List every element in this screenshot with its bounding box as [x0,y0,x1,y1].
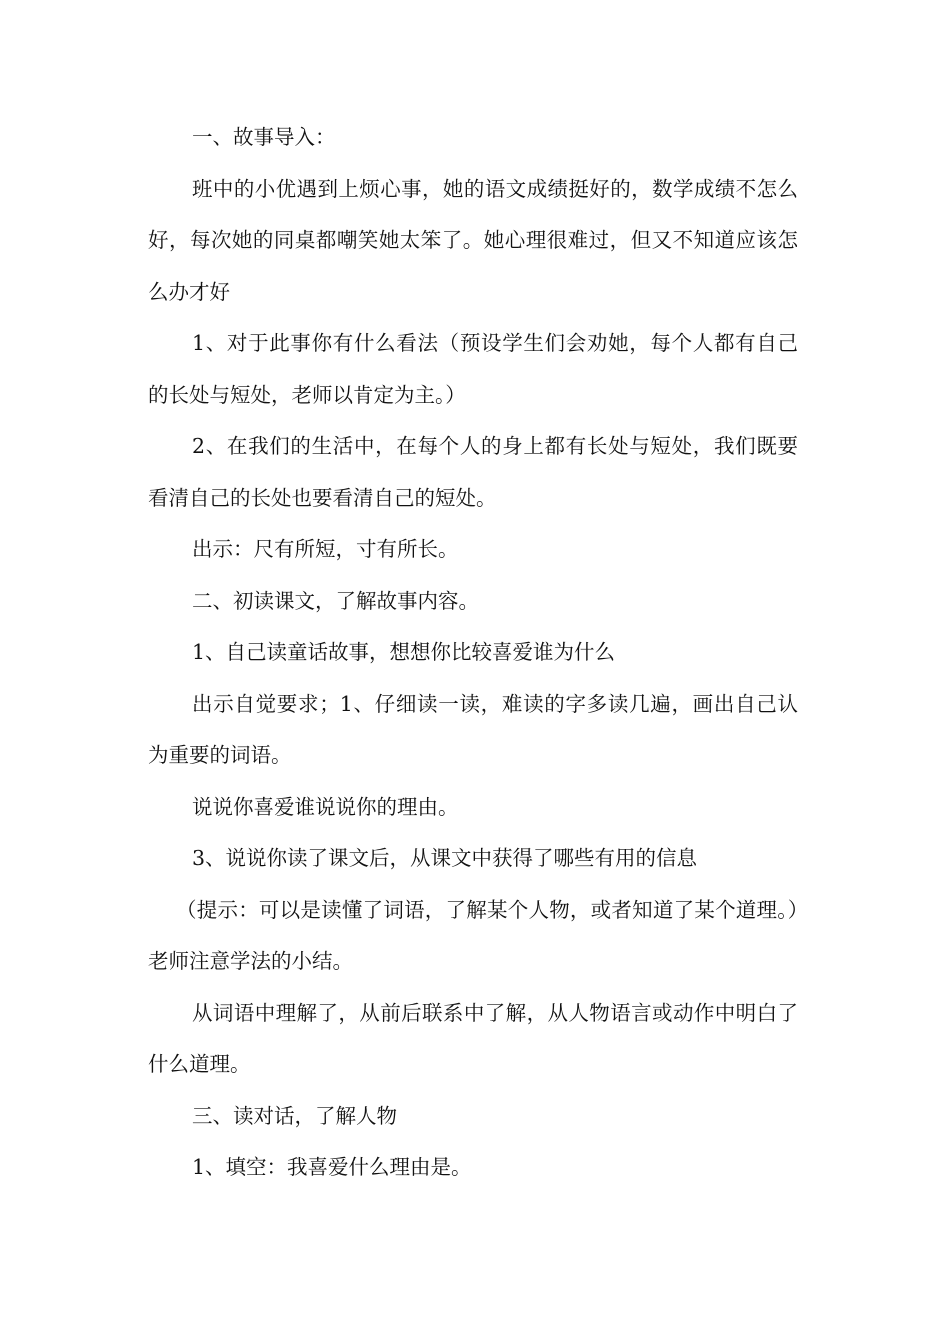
requirements-paragraph: 出示自觉要求；1、仔细读一读，难读的字多读几遍，画出自己认为重要的词语。 [148,691,798,767]
hint-paragraph: （提示：可以是读懂了词语，了解某个人物，或者知道了某个道理。）老师注意学法的小结。 [148,897,798,973]
point-2: 2、在我们的生活中，在每个人的身上都有长处与短处，我们既要看清自己的长处也要看清自己的短处。 [148,434,798,510]
question-1: 1、对于此事你有什么看法（预设学生们会劝她，每个人都有自己的长处与短处，老师以肯定为主。） [148,331,798,407]
task-3: 3、说说你读了课文后，从课文中获得了哪些有用的信息 [192,846,698,870]
fill-blank-paragraph: 1、填空：我喜爱什么理由是。 [192,1155,472,1179]
section-heading-3: 三、读对话，了解人物 [192,1103,397,1128]
document-body [148,112,798,1194]
summary-paragraph: 从词语中理解了，从前后联系中了解，从人物语言或动作中明白了什么道理。 [148,1000,798,1076]
say-reason-paragraph: 说说你喜爱谁说说你的理由。 [192,794,459,819]
story-paragraph: 班中的小优遇到上烦心事，她的语文成绩挺好的，数学成绩不怎么好，每次她的同桌都嘲笑她太笨了。她心理很难过，但又不知道应该怎么办才好 [148,176,798,304]
section-heading-1: 一、故事导入： [192,125,336,149]
display-proverb: 出示：尺有所短，寸有所长。 [192,537,459,561]
task-1: 1、自己读童话故事，想想你比较喜爱谁为什么 [192,640,616,664]
section-heading-2: 二、初读课文，了解故事内容。 [192,588,479,613]
